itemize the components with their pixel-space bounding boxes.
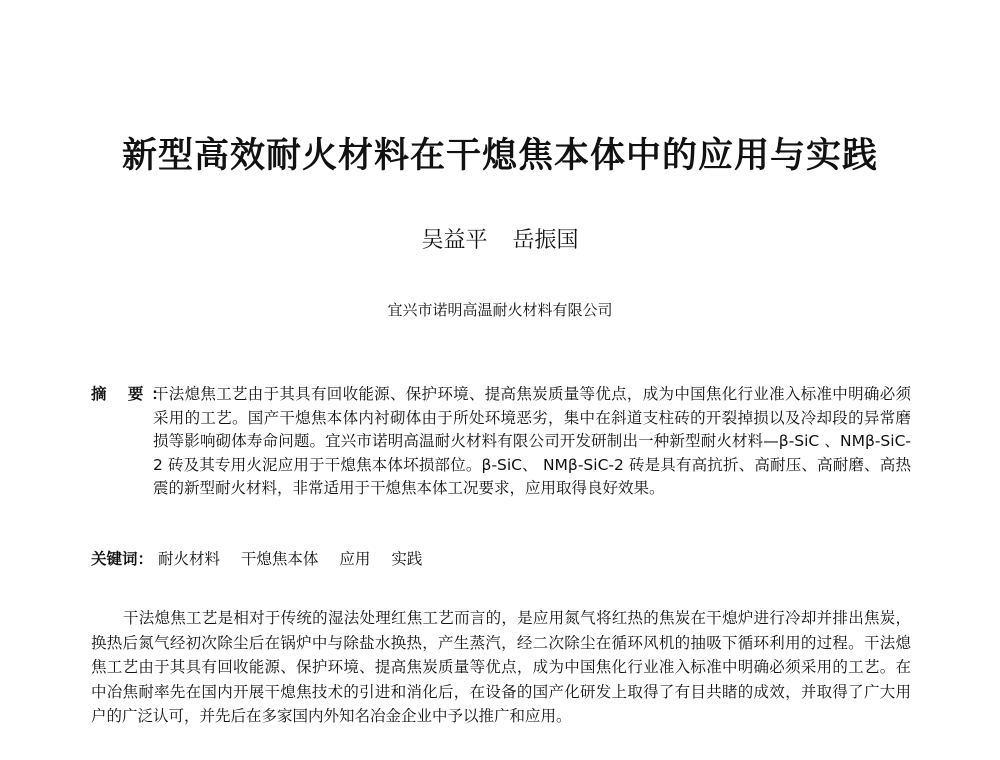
keyword-item: 应用 bbox=[339, 550, 371, 568]
paper-authors: 吴益平 岳振国 bbox=[421, 228, 579, 253]
keywords-label: 关键词： bbox=[91, 550, 154, 568]
paper-title: 新型高效耐火材料在干熄焦本体中的应用与实践 bbox=[121, 136, 878, 176]
paper-affiliation: 宜兴市诺明高温耐火材料有限公司 bbox=[387, 301, 613, 319]
keywords-section bbox=[91, 548, 438, 572]
body-paragraph: 干法熄焦工艺是相对于传统的湿法处理红焦工艺而言的，是应用氮气将红热的焦炭在干熄炉进行冷却并排出焦炭，换热后氮气经初次除尘后在锅炉中与除盐水换热，产生蒸汽，经二次除尘在循环风机的抽吸下循环利用的过程。干法熄焦工艺由于其具有回收能源、保护环境、提高焦炭质量等优点，成为中国焦化行业准入标准中明确必须采用的工艺。在中冶焦耐率先在国内开展干熄焦技术的引进和消化后，在设备的国产化研发上取得了有目共睹的成效，并取得了广大用户的广泛认可，并先后在多家国内外知名冶金企业中予以推广和应用。 bbox=[91, 609, 911, 725]
keyword-item: 耐火材料 bbox=[157, 550, 220, 568]
abstract-section bbox=[91, 383, 911, 501]
keyword-item: 实践 bbox=[391, 550, 423, 568]
abstract-label: 摘 要： bbox=[91, 385, 175, 403]
keyword-item: 干熄焦本体 bbox=[240, 550, 319, 568]
abstract-text: 干法熄焦工艺由于其具有回收能源、保护环境、提高焦炭质量等优点，成为中国焦化行业准入标准中明确必须采用的工艺。国产干熄焦本体内衬砌体由于所处环境恶劣，集中在斜道支柱砖的开裂掉损以及冷却段的异常磨损等影响砌体寿命问题。宜兴市诺明高温耐火材料有限公司开发研制出一种新型耐火材料—β-SiC 、NMβ-SiC-2 砖及其专用火泥应用于干熄焦本体坏损部位。β-SiC、 NMβ-SiC-2 砖是具有高抗折、高耐压、高耐磨、高热震的新型耐火材料，非常适用于干熄焦本体工况要求，应用取得良好效果。 bbox=[153, 385, 911, 497]
